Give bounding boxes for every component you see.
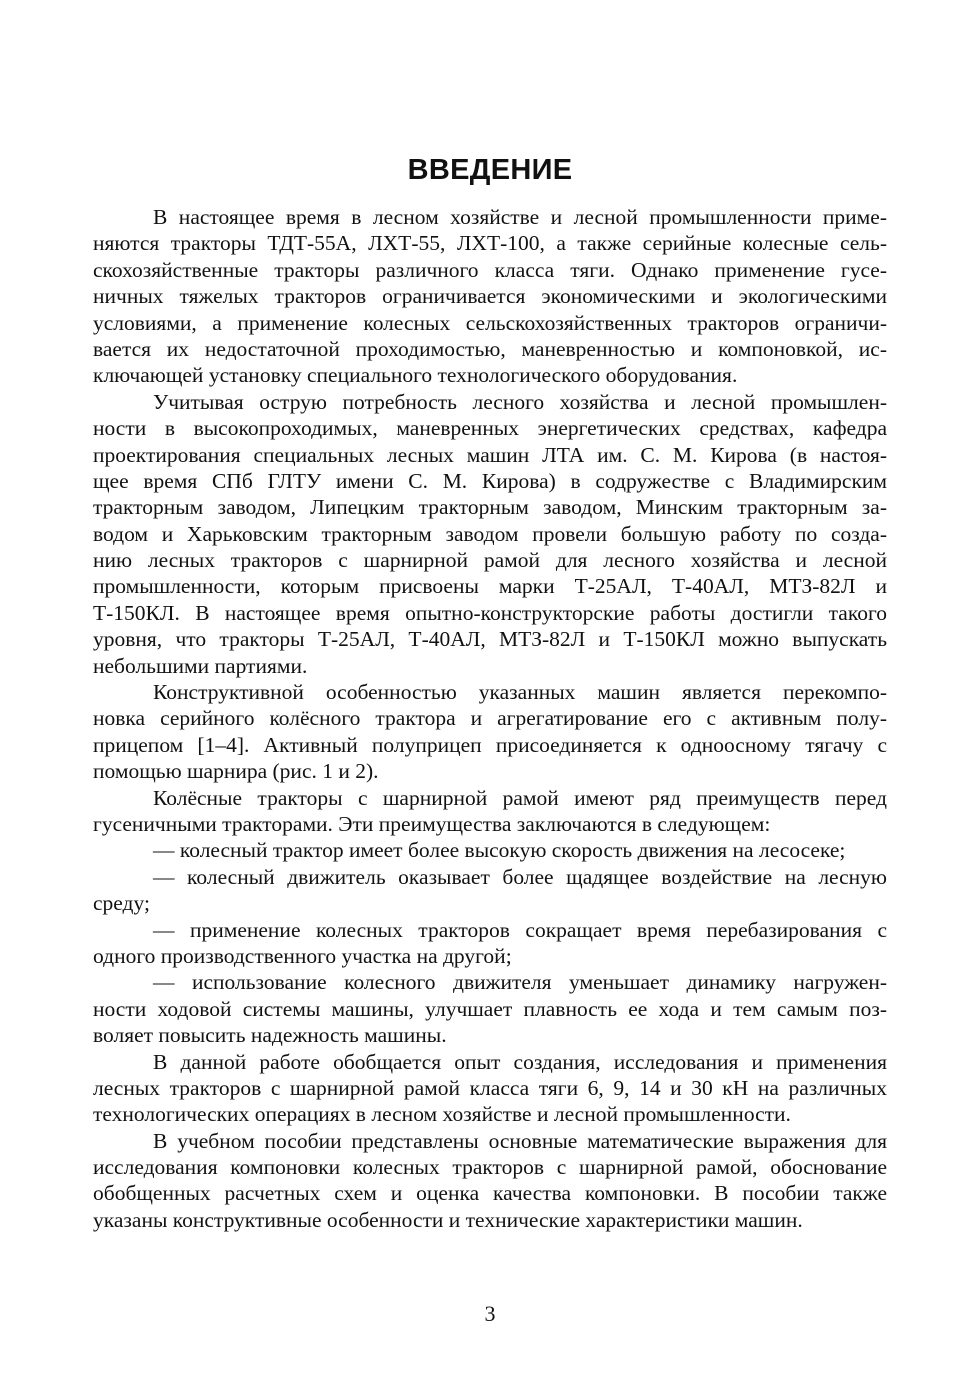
text-line: ключающей установку специального технологического оборудования.: [93, 363, 738, 388]
text-line: вается их недостаточной проходимостью, маневренностью и компоновкой, ис-: [93, 336, 887, 361]
page-title: ВВЕДЕНИЕ: [407, 154, 573, 186]
paragraph-advantages-intro: [93, 785, 887, 838]
text-line: скохозяйственные тракторы различного класса тяги. Однако применение гусе-: [93, 257, 887, 282]
text-line: щее время СПб ГЛТУ имени С. М. Кирова) в содружестве с Владимирским: [93, 468, 887, 493]
text-line: — колесный трактор имеет более высокую скорость движения на лесосеке;: [153, 838, 846, 863]
text-line: проектирования специальных лесных машин ЛТА им. С. М. Кирова (в настоя-: [93, 442, 887, 467]
text-line: В настоящее время в лесном хозяйстве и лесной промышленности приме-: [153, 205, 887, 229]
text-line: обобщенных расчетных схем и оценка качества компоновки. В пособии также: [93, 1181, 887, 1206]
text-line: В данной работе обобщается опыт создания, исследования и применения: [153, 1049, 887, 1074]
text-line: помощью шарнира (рис. 1 и 2).: [93, 759, 379, 784]
text-line: ности ходовой системы машины, улучшает плавность ее хода и тем самым поз-: [93, 996, 887, 1021]
paragraph-manual-contents: [93, 1128, 887, 1234]
text-line: указаны конструктивные особенности и технические характеристики машин.: [93, 1207, 803, 1232]
text-line: прицепом [1–4]. Активный полуприцеп присоединяется к одноосному тягачу с: [93, 732, 887, 757]
text-line: условиями, а применение колесных сельскохозяйственных тракторов ограничи-: [93, 310, 887, 335]
text-line: тракторным заводом, Липецким тракторным заводом, Минским тракторным за-: [93, 495, 887, 520]
paragraph-design-feature: [93, 679, 887, 785]
paragraph-advantage-reliability: [93, 969, 887, 1048]
text-line: ничных тяжелых тракторов ограничивается экономическими и экологическими: [93, 284, 887, 309]
text-line: уровня, что тракторы Т-25АЛ, Т-40АЛ, МТЗ-82Л и Т-150КЛ можно выпускать: [93, 627, 887, 652]
text-line: исследования компоновки колесных тракторов с шарнирной рамой, обоснование: [93, 1155, 887, 1180]
text-line: лесных тракторов с шарнирной рамой класса тяги 6, 9, 14 и 30 кН на различных: [93, 1075, 887, 1100]
text-line: гусеничными тракторами. Эти преимущества заключаются в следующем:: [93, 811, 771, 836]
body-text: [93, 204, 887, 1233]
page-number: 3: [484, 1301, 496, 1326]
text-line: Учитывая острую потребность лесного хозяйства и лесной промышлен-: [153, 389, 887, 414]
text-line: — применение колесных тракторов сокращает время перебазирования с: [153, 917, 887, 942]
text-line: одного производственного участка на другой;: [93, 943, 512, 968]
text-line: няются тракторы ТДТ-55А, ЛХТ-55, ЛХТ-100, а также серийные колесные сель-: [93, 231, 887, 256]
paragraph-advantage-environment: [93, 864, 887, 917]
text-line: технологических операциях в лесном хозяйстве и лесной промышленности.: [93, 1102, 791, 1127]
paragraph-intro-usage: [93, 204, 887, 389]
text-line: нию лесных тракторов с шарнирной рамой для лесного хозяйства и лесной: [93, 548, 887, 573]
text-line: Конструктивной особенностью указанных машин является перекомпо-: [153, 680, 887, 705]
text-line: промышленности, которым присвоены марки Т-25АЛ, Т-40АЛ, МТЗ-82Л и: [93, 574, 887, 599]
text-line: — использование колесного движителя уменьшает динамику нагружен-: [153, 970, 887, 995]
paragraph-advantage-speed: [93, 837, 887, 863]
text-line: воляет повысить надежность машины.: [93, 1023, 447, 1048]
paragraph-advantage-relocation: [93, 917, 887, 970]
paragraph-department-work: [93, 389, 887, 679]
text-line: Т-150КЛ. В настоящее время опытно-конструкторские работы достигли такого: [93, 600, 887, 625]
text-line: небольшими партиями.: [93, 653, 308, 678]
text-line: Колёсные тракторы с шарнирной рамой имеют ряд преимуществ перед: [153, 785, 887, 810]
text-line: — колесный движитель оказывает более щадящее воздействие на лесную: [153, 864, 887, 889]
text-line: В учебном пособии представлены основные математические выражения для: [153, 1128, 887, 1153]
text-line: среду;: [93, 891, 150, 916]
text-line: водом и Харьковским тракторным заводом провели большую работу по созда-: [93, 521, 887, 546]
text-line: новка серийного колёсного трактора и агрегатирование его с активным полу-: [93, 706, 887, 731]
paragraph-work-summary: [93, 1049, 887, 1128]
text-line: ности в высокопроходимых, маневренных энергетических средствах, кафедра: [93, 416, 887, 441]
